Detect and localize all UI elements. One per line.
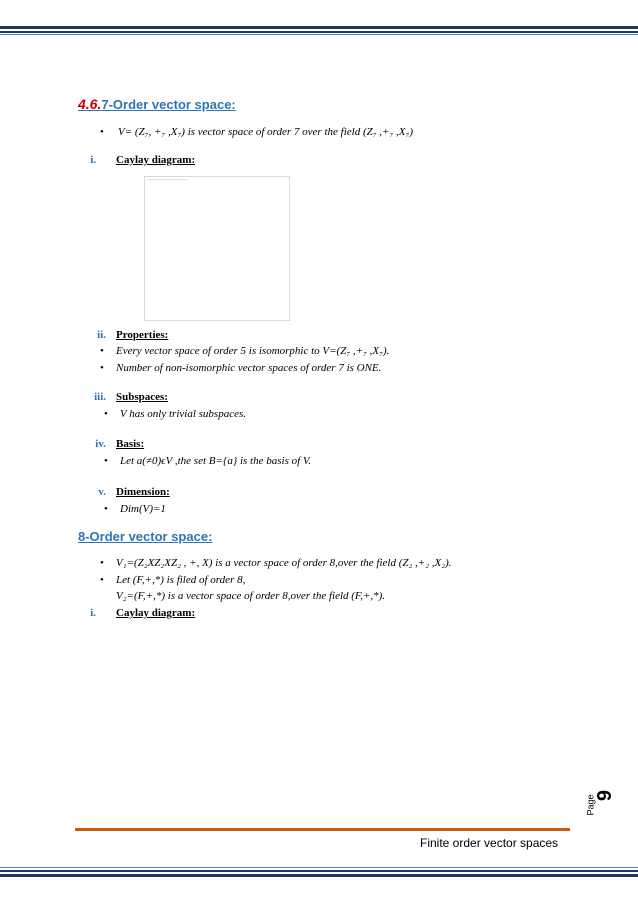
bullet-icon: • <box>104 455 108 467</box>
bullet-icon: • <box>100 345 104 357</box>
bottom-rule <box>0 874 638 877</box>
subsection-title-dimension: Dimension: <box>116 486 170 498</box>
subsection-title-subspaces: Subspaces: <box>116 391 168 403</box>
subspace-statement: V has only trivial subspaces. <box>120 408 246 420</box>
subsection-title-properties: Properties: <box>116 329 169 341</box>
bullet-icon: • <box>104 408 108 420</box>
bullet-icon: • <box>100 126 104 138</box>
header-rule <box>0 34 638 35</box>
section-number: 4.6. <box>78 96 102 112</box>
property-statement: Every vector space of order 5 is isomorphic to V=(Z₇ ,+₇ ,X₇). <box>116 345 390 357</box>
v1-statement: V₁=(Z₂XZ₂XZ₂ , +, X) is a vector space of order 8,over the field (Z₂ ,+₂ ,X₂). <box>116 557 452 569</box>
property-statement: Number of non-isomorphic vector spaces of order 7 is ONE. <box>116 362 382 374</box>
bullet-icon: • <box>100 362 104 374</box>
subsection-title-basis: Basis: <box>116 438 145 450</box>
basis-statement: Let a(≠0)ϵV ,the set B={a} is the basis of V. <box>120 455 311 467</box>
item-numeral: iv. <box>95 438 106 450</box>
bottom-rule <box>0 870 638 872</box>
subsection-title-cayley-8: Caylay diagram: <box>116 607 196 619</box>
item-numeral: iii. <box>94 391 106 403</box>
item-numeral: v. <box>98 486 106 498</box>
page-word: Page <box>585 794 596 816</box>
subsection-title-cayley: Caylay diagram: <box>116 154 196 166</box>
footer-rule <box>75 828 570 831</box>
field-statement: Let (F,+,*) is filed of order 8, <box>116 574 246 586</box>
bottom-rule <box>0 867 638 868</box>
intro-statement: V= (Z₇, +₇ ,X₇) is vector space of order 7 over the field (Z₇ ,+₇ ,X₇) <box>118 126 414 138</box>
header-rule <box>0 26 638 29</box>
page-number <box>586 780 622 820</box>
item-numeral: i. <box>90 154 96 166</box>
header-rule <box>0 31 638 33</box>
item-numeral: i. <box>90 607 96 619</box>
cayley-diagram-image <box>144 176 290 321</box>
bullet-icon: • <box>100 574 104 586</box>
bullet-icon: • <box>100 557 104 569</box>
section-heading-7-order <box>78 96 236 112</box>
v2-statement: V₂=(F,+,*) is a vector space of order 8,over the field (F,+,*). <box>116 590 386 602</box>
page-digit: 9 <box>594 789 617 802</box>
footer-title: Finite order vector spaces <box>420 836 559 850</box>
item-numeral: ii. <box>97 329 106 341</box>
bullet-icon: • <box>104 503 108 515</box>
dimension-statement: Dim(V)=1 <box>120 503 166 515</box>
section-heading-8-order: 8-Order vector space: <box>78 529 213 544</box>
section-title: 7-Order vector space: <box>101 97 236 112</box>
